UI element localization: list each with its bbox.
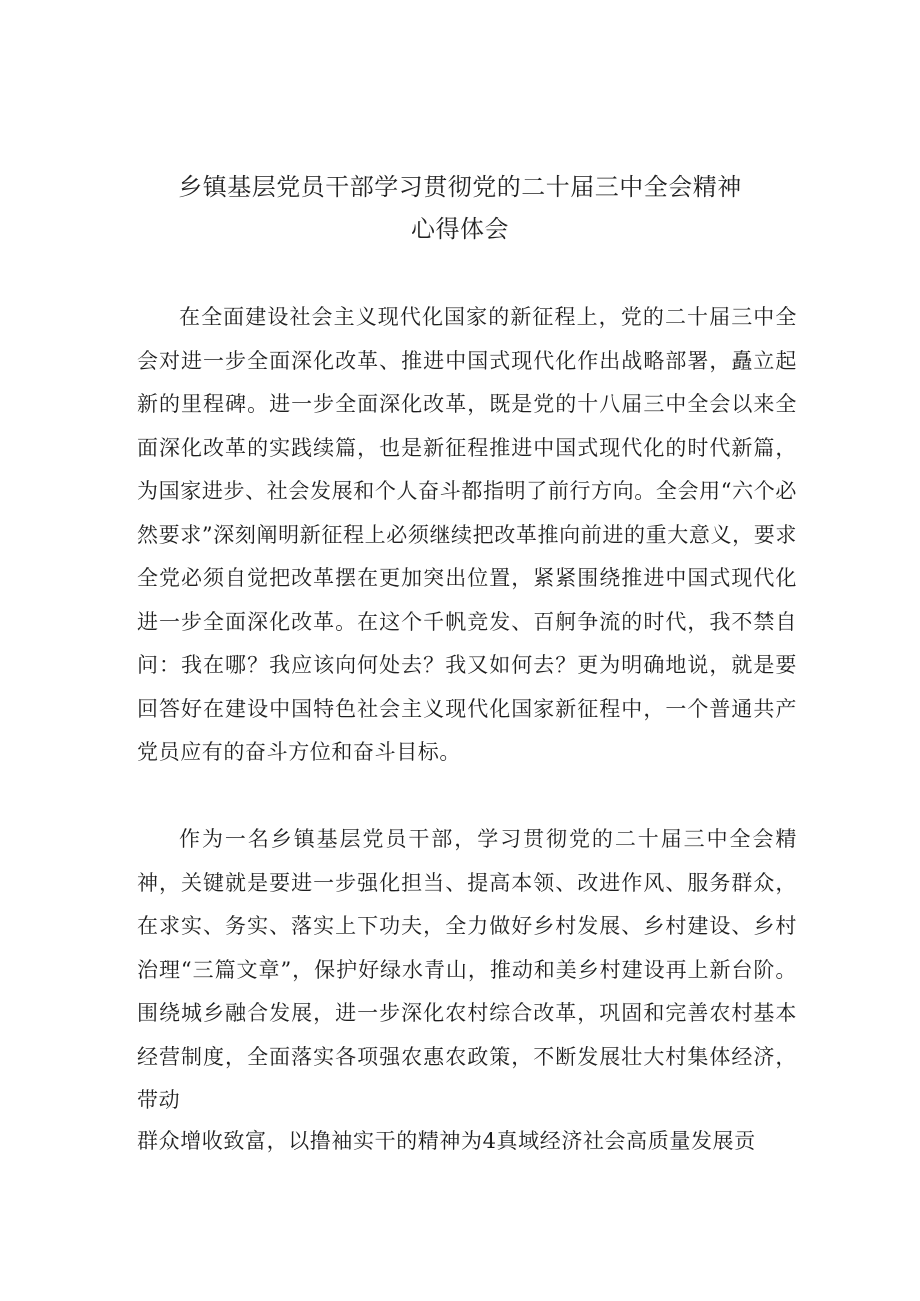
document-title-line-2: 心得体会 [411,215,509,243]
document-title-line-1: 乡镇基层党员干部学习贯彻党的二十届三中全会精神 [178,173,742,201]
body-paragraph-1: 在全面建设社会主义现代化国家的新征程上，党的二十届三中全会对进一步全面深化改革、推进中国式现代化作出战略部署，矗立起新的里程碑。进一步全面深化改革，既是党的十八届三中全会以来全面深化改革的实践续篇，也是新征程推进中国式现代化的时代新篇，为国家进步、社会发展和个人奋斗都指明了前行方向。全会用“六个必然要求”深刻阐明新征程上必须继续把改革推向前进的重大意义，要求全党必须自觉把改革摆在更加突出位置，紧紧围绕推进中国式现代化进一步全面深化改革。在这个千帆竞发、百舸争流的时代，我不禁自问：我在哪？我应该向何处去？我又如何去？更为明确地说，就是要回答好在建设中国特色社会主义现代化国家新征程中，一个普通共产党员应有的奋斗方位和奋斗目标。 [137,305,797,764]
body-paragraph-3-continuation: 群众增收致富，以撸袖实干的精神为4真域经济社会高质量发展贡 [137,1129,756,1153]
body-paragraph-2: 作为一名乡镇基层党员干部，学习贯彻党的二十届三中全会精神，关键就是要进一步强化担当、提高本领、改进作风、服务群众，在求实、务实、落实上下功夫，全力做好乡村发展、乡村建设、乡村治理“三篇文章”，保护好绿水青山，推动和美乡村建设再上新台阶。围绕城乡融合发展，进一步深化农村综合改革，巩固和完善农村基本经营制度，全面落实各项强农惠农政策，不断发展壮大村集体经济，带动 [137,827,797,1112]
